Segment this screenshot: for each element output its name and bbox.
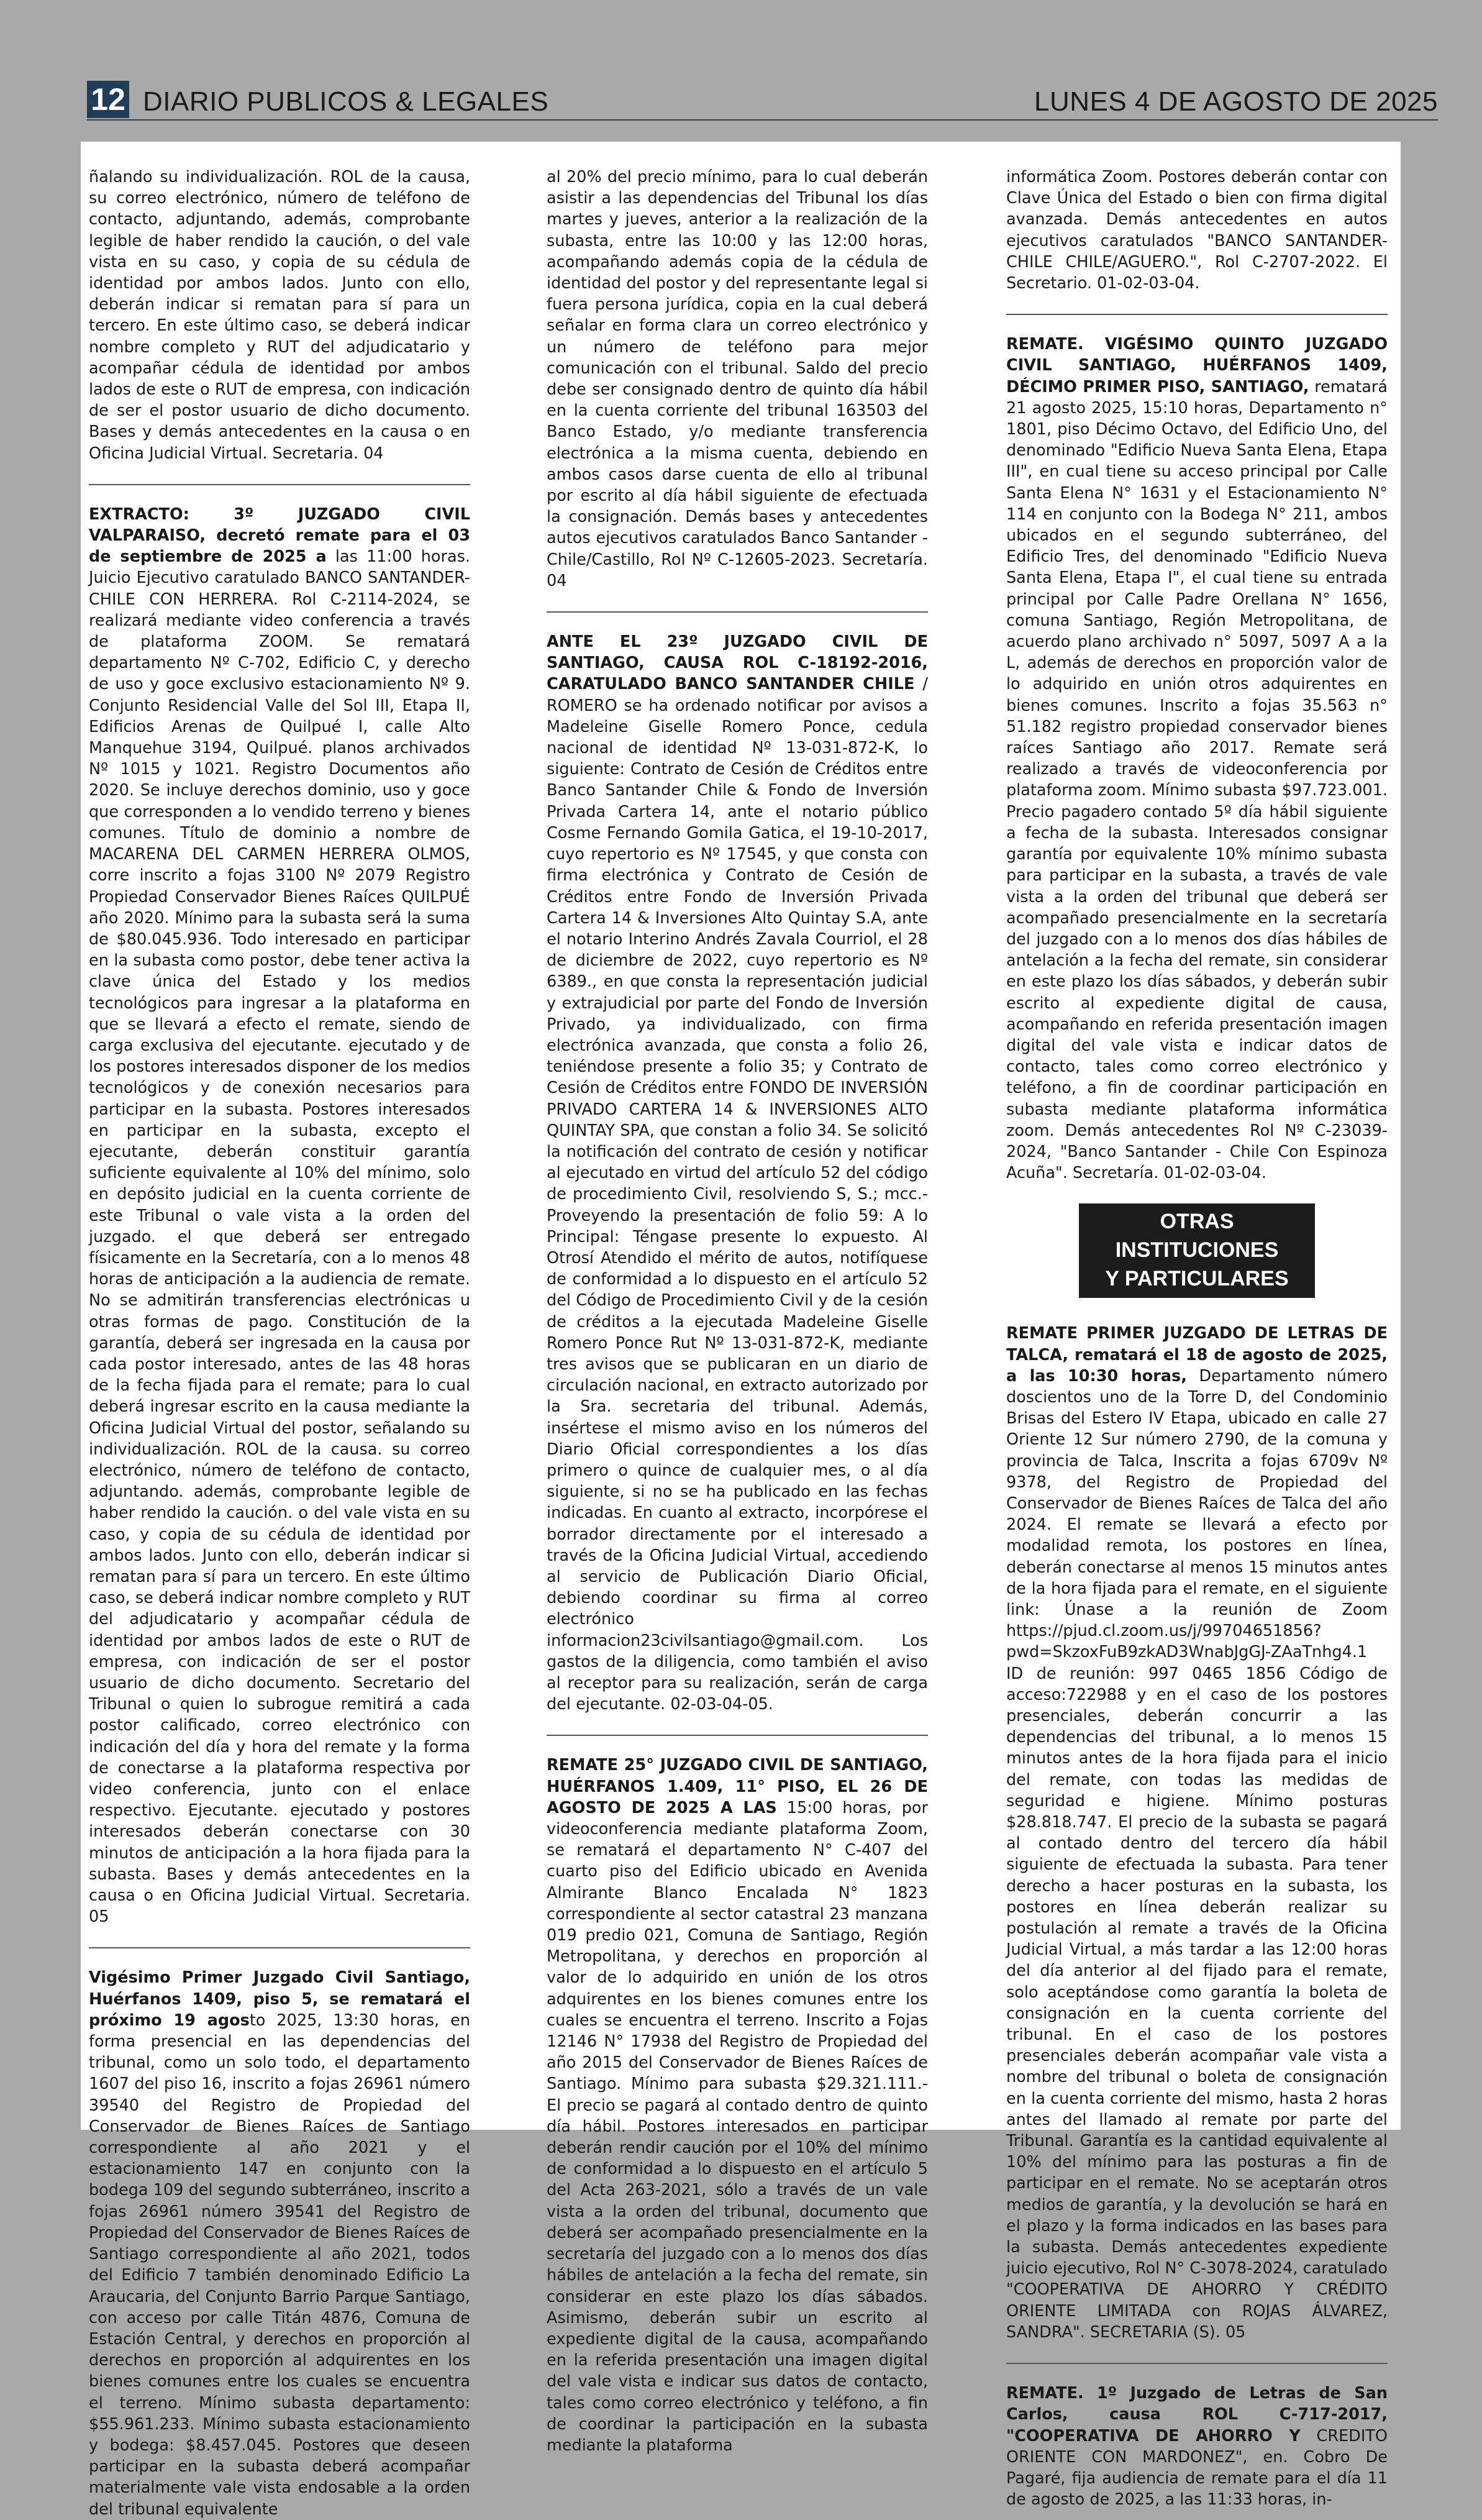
notice-body: al 20% del precio mínimo, para lo cual deberán asistir a las dependencias del Tribunal los días martes y jueves, anterior a la realización de la subasta, entre las 10:00 y las 12:00 horas, acompañando además copia de la cédula de identidad del postor y del representante legal si fuera persona jurídica, copia en la cual deberá señalar en forma clara un correo electrónico y un número de teléfono para mejor comunicación con el tribunal. Saldo del precio debe ser consignado dentro de quinto día hábil en la cuenta corriente del tribunal 163503 del Banco Estado, y/o mediante transferencia electrónica a la misma cuenta, debiendo en ambos casos darse cuenta de ello al tribunal por escrito al día hábil siguiente de efectuada la consignación. Demás bases y antecedentes autos ejecutivos caratulados Banco Santander -Chile/Castillo, Rol Nº C-12605-2023. Secretaría. 04	[547, 168, 928, 590]
notice-san-carlos	[1006, 2383, 1388, 2510]
notice-continuation	[547, 167, 928, 591]
notice-heading: EXTRACTO: 3º JUZGADO CIVIL VALPARAISO, decretó remate para el 03 de septiembre de 2025 a	[89, 504, 470, 567]
notice-continuation	[1006, 167, 1388, 294]
publication-title: DIARIO PUBLICOS & LEGALES	[143, 86, 549, 117]
notice-body: rematará 21 agosto 2025, 15:10 horas, Departamento n° 1801, piso Décimo Octavo, del Edificio Uno, del denominado "Edificio Nueva Santa Elena, Etapa III", en cual tiene su acceso principal por Calle Santa Elena N° 1631 y el Estacionamiento N° 114 en conjunto con la Bodega N° 211, ambos ubicados en el segundo subterráneo, del Edificio Tres, del denominado "Edificio Nueva Santa Elena, Etapa I", el cual tiene su entrada principal por Calle Padre Orellana N° 1656, comuna Santiago, Región Metropolitana, de acuerdo plano archivado n° 5097, 5097 A a la L, además de derechos en proporción valor de lo adquirido en unión otros adquirentes en bienes comunes. Inscrito a fojas 35.563 n° 51.182 registro propiedad conservador bienes raíces Santiago año 2017. Remate será realizado a través de videoconferencia por plataforma zoom. Mínimo subasta $97.723.001. Precio pagadero contado 5º día hábil siguiente a fecha de la subasta. Interesados consignar garantía por equivalente 10% mínimo subasta para participar en la subasta, a través de vale vista a la orden del tribunal que deberá ser acompañado presencialmente en la secretaría del juzgado con a lo menos dos días hábiles de antelación a la fecha del remate, sin considerar en este plazo los días sábados, y deberán subir escrito al expediente digital de causa, acompañando en referida presentación imagen digital del vale vista e indicar datos de contacto, tales como correo electrónico y teléfono, a fin de coordinar participación en subasta mediante plataforma informática zoom. Demás antecedentes Rol Nº C-23039-2024, "Banco Santander - Chile Con Espinoza Acuña". Secretaría. 01-02-03-04.	[1006, 377, 1388, 1183]
notice-talca	[1006, 1323, 1388, 2343]
notice-divider	[89, 484, 470, 485]
notice-heading: ANTE EL 23º JUZGADO CIVIL DE SANTIAGO, CAUSA ROL C-18192-2016, CARATULADO BANCO SANTANDER CHILE	[547, 632, 928, 694]
notice-divider	[89, 1947, 470, 1948]
notice-body: informática Zoom. Postores deberán contar con Clave Única del Estado o bien con firma digital avanzada. Demás antecedentes en autos ejecutivos caratulados "BANCO SANTANDER-CHILE CHILE/AGUERO.", Rol C-2707-2022. El Secretario. 01-02-03-04.	[1006, 168, 1388, 293]
notice-body: / ROMERO se ha ordenado notificar por avisos a Madeleine Giselle Romero Ponce, cedula nacional de identidad Nº 13-031-872-K, lo siguiente: Contrato de Cesión de Créditos entre Banco Santander Chile & Fondo de Inversión Privada Cartera 14, ante el notario público Cosme Fernando Gomila Gatica, el 19-10-2017, cuyo repertorio es Nº 17545, y que consta con firma electrónica y Contrato de Cesión de Créditos entre Fondo de Inversión Privada Cartera 14 & Inversiones Alto Quintay S.A, ante el notario Interino Andrés Zavala Courriol, el 28 de diciembre de 2022, cuyo repertorio es Nº 6389., en que consta la representación judicial y extrajudicial por parte del Fondo de Inversión Privado, ya individualizado, con firma electrónica avanzada, que consta a folio 26, teniéndose presente a folio 35; y Contrato de Cesión de Créditos entre FONDO DE INVERSIÓN PRIVADO CARTERA 14 & INVERSIONES ALTO QUINTAY SPA, que constan a folio 34. Se solicitó la notificación del contrato de cesión y notificar al ejecutado en virtud del artículo 52 del código de procedimiento Civil, resolviendo S, S.; mcc.- Proveyendo la presentación de folio 59: A lo Principal: Téngase presente lo expuesto. Al Otrosí Atendido el mérito de autos, notifíquese de conformidad a lo dispuesto en el artículo 52 del Código de Procedimiento Civil y de la cesión de créditos a la ejecutada Madeleine Giselle Romero Ponce Rut Nº 13-031-872-K, mediante tres avisos que se publicaran en un diario de circulación nacional, en extracto autorizado por la Sra. secretaria del tribunal. Además, insértese el mismo aviso en los números del Diario Oficial correspondientes a los días primero o quince de cualquier mes, o al día siguiente, si no se ha publicado en las fechas indicadas. En cuanto al extracto, incorpórese el borrador directamente por el interesado a través de la Oficina Judicial Virtual, accediendo al servicio de Publicación Diario Oficial, debiendo coordinar su firma al correo electrónico informacion23civilsantiago@gmail.com. Los gastos de la diligencia, como también el aviso al receptor para su realización, serán de carga del ejecutante. 02-03-04-05.	[547, 675, 928, 1714]
notice-heading: REMATE 25° JUZGADO CIVIL DE SANTIAGO, HUÉRFANOS 1.409, 11° PISO, EL 26 DE AGOSTO DE 2025 A LAS	[547, 1756, 928, 1817]
notice-heading: REMATE. VIGÉSIMO QUINTO JUZGADO CIVIL SANTIAGO, HUÉRFANOS 1409, DÉCIMO PRIMER PISO, SANTIAGO,	[1006, 335, 1388, 396]
notice-heading: REMATE. 1º Juzgado de Letras de San Carlos, causa ROL C-717-2017, "COOPERATIVA DE AHORRO Y	[1006, 2384, 1388, 2445]
notice-body: CREDITO ORIENTE CON MARDONEZ", en. Cobro De Pagaré, fija audiencia de remate para el día 11 de agosto de 2025, a las 11:33 horas, in-	[1006, 2426, 1388, 2509]
notice-23-juzgado	[547, 631, 928, 1715]
notice-heading: Vigésimo Primer Juzgado Civil Santiago, Huérfanos 1409, piso 5, se rematará el próximo 19 agos	[89, 1968, 470, 2030]
header-divider	[87, 119, 1438, 121]
notice-heading: REMATE PRIMER JUZGADO DE LETRAS DE TALCA, rematará el 18 de agosto de 2025, a las 10:30 horas,	[1006, 1324, 1388, 1386]
section-heading-line1: OTRAS INSTITUCIONES	[1115, 1210, 1279, 1262]
content-sheet	[81, 142, 1401, 2519]
notice-divider	[547, 1735, 928, 1736]
notice-body: las 11:00 horas. Juicio Ejecutivo caratulado BANCO SANTANDER-CHILE CON HERRERA. Rol C-2114-2024, se realizará mediante video conferencia a través de plataforma ZOOM. Se rematará departamento Nº C-702, Edificio C, y derecho de uso y goce exclusivo estacionamiento Nº 9. Conjunto Residencial Valle del Sol III, Etapa II, Edificios Arenas de Quilpué I, calle Alto Manquehue 3194, Quilpué. planos archivados Nº 1015 y 1021. Registro Documentos año 2020. Se incluye derechos dominio, uso y goce que corresponden a lo vendido terreno y bienes comunes. Título de dominio a nombre de MACARENA DEL CARMEN HERRERA OLMOS, corre inscrito a fojas 3100 Nº 2079 Registro Propiedad Conservador Bienes Raíces QUILPUÉ año 2020. Mínimo para la subasta será la suma de $80.045.936. Todo interesado en participar en la subasta como postor, debe tener activa la clave única del Estado y los medios tecnológicos para ingresar a la plataforma en que se llevará a efecto el remate, siendo de carga exclusiva del ejecutante. ejecutado y de los postores interesados disponer de los medios tecnológicos y de conexión necesarios para participar en la subasta. Postores interesados en participar en la subasta, excepto el ejecutante, deberán constituir garantía suficiente equivalente al 10% del mínimo, solo en depósito judicial en la cuenta corriente de este Tribunal o vale vista a la orden del juzgado. el que deberá ser entregado físicamente en la Secretaría, con a lo menos 48 horas de anticipación a la audiencia de remate. No se admitirán transferencias electrónicas u otras formas de pago. Constitución de la garantía, deberá ser ingresada en la causa por cada postor interesado, antes de las 48 horas de la fecha fijada para el remate; para lo cual deberá ingresar escrito en la causa mediante la Oficina Judicial Virtual del postor, señalando su individualización. ROL de la causa. su correo electrónico, número de teléfono de contacto, adjuntando. además, comprobante legible de haber rendido la caución. o del vale vista en su caso, y copia de su cédula de identidad por ambos lados. Junto con ello, deberán indicar si rematan para sí para un tercero. En este último caso, se deberá indicar nombre completo y RUT del adjudicatario y acompañar cédula de identidad por ambos lados de este o RUT de empresa, con indicación de ser el postor usuario de dicho documento. Secretario del Tribunal o quien lo subrogue remitirá a cada postor calificado, correo electrónico con indicación del día y hora del remate y la forma de conectarse a la plataforma respectiva por video conferencia, junto con el enlace respectivo. Ejecutante. ejecutado y postores interesados deberán conectarse con 30 minutos de anticipación a la hora fijada para la subasta. Bases y demás antecedentes en la causa o en Oficina Judicial Virtual. Secretaria. 05	[89, 547, 470, 1927]
notice-vigesimo-quinto	[1006, 334, 1388, 1184]
notice-body: Departamento número doscientos uno de la Torre D, del Condominio Brisas del Estero IV Etapa, ubicado en calle 27 Oriente 12 Sur número 2790, de la comuna y provincia de Talca, Inscrita a fojas 6709v Nº 9378, del Registro de Propiedad del Conservador de Bienes Raíces de Talca del año 2024. El remate se llevará a efecto por modalidad remota, los postores en línea, deberán conectarse al menos 15 minutos antes de la hora fijada para el remate, en el siguiente link: Únase a la reunión de Zoom https://pjud.cl.zoom.us/j/99704651856?pwd=SkzoxFuB9zkAD3WnabJgGJ-ZAaTnhg4.1 ID de reunión: 997 0465 1856 Código de acceso:722988 y en el caso de los postores presenciales, deberán concurrir a las dependencias del tribunal, a lo menos 15 minutos antes de la hora fijada para el inicio del remate, con todas las medidas de seguridad e higiene. Mínimo posturas $28.818.747. El precio de la subasta se pagará al contado dentro del tercero día hábil siguiente de efectuada la subasta. Para tener derecho a hacer posturas en la subasta, los postores en línea deberán realizar su postulación al remate a través de la Oficina Judicial Virtual, a más tardar a las 12:00 horas del día anterior al del fijado para el remate, solo aceptándose como garantía la boleta de consignación en la cuenta corriente del tribunal. En el caso de los postores presenciales deberán acompañar vale vista a nombre del tribunal o boleta de consignación en la cuenta corriente del mismo, hasta 2 horas antes del llamado al remate por parte del Tribunal. Garantía es la cantidad equivalente al 10% del mínimo para las posturas a fin de participar en el remate. No se aceptarán otros medios de garantía, y la devolución se hará en el plazo y la forma indicados en las bases para la subasta. Demás antecedentes expediente juicio ejecutivo, Rol N° C-3078-2024, caratulado "COOPERATIVA DE AHORRO Y CRÉDITO ORIENTE LIMITADA con ROJAS ÁLVAREZ, SANDRA". SECRETARIA (S). 05	[1006, 1366, 1388, 2342]
notice-valparaiso	[89, 504, 470, 1928]
notice-body: ñalando su individualización. ROL de la causa, su correo electrónico, número de teléfono de contacto, adjuntando, además, comprobante legible de haber rendido la caución, o del vale vista en su caso, y copia de su cédula de identidad por ambos lados. Junto con ello, deberán indicar si rematan para sí para un tercero. En este último caso, se deberá indicar nombre completo y RUT del adjudicatario y acompañar cédula de identidad por ambos lados de este o RUT de empresa, con indicación de ser el postor usuario de dicho documento. Bases y demás antecedentes en la causa o en Oficina Judicial Virtual. Secretaria. 04	[89, 168, 470, 463]
notice-body: to 2025, 13:30 horas, en forma presencial en las dependencias del tribunal, como un solo todo, el departamento 1607 del piso 16, inscrito a fojas 26961 número 39540 del Registro de Propiedad del Conservador de Bienes Raíces de Santiago correspondiente al año 2021 y el estacionamiento 147 en conjunto con la bodega 109 del segundo subterráneo, inscrito a fojas 26961 número 39541 del Registro de Propiedad del Conservador de Bienes Raíces de Santiago correspondiente al año 2021, todos del Edificio 7 también denominado Edificio La Araucaria, del Conjunto Barrio Parque Santiago, con acceso por calle Titán 4876, Comuna de Estación Central, y derechos en proporción al derechos en proporción al adquirentes en los bienes comunes entre los cuales se encuentra el terreno. Mínimo subasta departamento: $55.961.233. Mínimo subasta estacionamiento y bodega: $8.457.045. Postores que deseen participar en la subasta deberá acompañar materialmente vale vista endosable a la orden del tribunal equivalente	[89, 2011, 470, 2519]
column-2	[547, 167, 928, 2456]
notice-continuation	[89, 167, 470, 464]
page-header	[87, 80, 1438, 118]
notice-divider	[1006, 314, 1388, 315]
notice-divider	[1006, 2363, 1388, 2364]
column-1	[89, 167, 470, 2520]
section-heading-box	[1079, 1203, 1315, 1298]
section-heading-line2: Y PARTICULARES	[1105, 1267, 1289, 1291]
publication-date: LUNES 4 DE AGOSTO DE 2025	[1034, 86, 1438, 117]
notice-body: 15:00 horas, por videoconferencia mediante plataforma Zoom, se rematará el departamento N° C-407 del cuarto piso del Edificio ubicado en Avenida Almirante Blanco Encalada N° 1823 correspondiente al sector catastral 23 manzana 019 predio 021, Comuna de Santiago, Región Metropolitana, y derechos en proporción al valor de lo adquirido en unión de los otros adquirentes en los bienes comunes entre los cuales se encuentra el terreno. Inscrito a Fojas 12146 N° 17938 del Registro de Propiedad del año 2015 del Conservador de Bienes Raíces de Santiago. Mínimo para subasta $29.321.111.- El precio se pagará al contado dentro de quinto día hábil. Postores interesados en participar deberán rendir caución por el 10% del mínimo de conformidad a lo dispuesto en el artículo 5 del Acta 263-2021, sólo a través de un vale vista a la orden del tribunal, documento que deberá ser acompañado presencialmente en la secretaría del juzgado con a lo menos dos días hábiles de antelación a la fecha del remate, sin considerar en este plazo los días sábados. Asimismo, deberán subir un escrito al expediente digital de la causa, acompañando en la referida presentación una imagen digital del vale vista e indicar sus datos de contacto, tales como correo electrónico y teléfono, a fin de coordinar la participación en la subasta mediante la plataforma	[547, 1798, 929, 2455]
notice-25-juzgado	[547, 1755, 928, 2456]
notice-vigesimo-primer	[89, 1967, 470, 2519]
notice-divider	[547, 611, 928, 613]
column-3	[1006, 167, 1388, 2510]
page-number: 12	[87, 81, 129, 118]
